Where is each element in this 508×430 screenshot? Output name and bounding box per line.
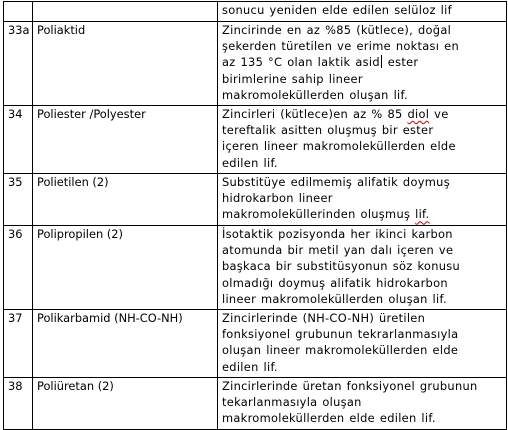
row-number: 36	[4, 226, 33, 310]
fibre-description: Zincirinde en az %85 (kütlece), doğal şekerden türetilen ve erime noktası en az 135 °C olan laktik asid ester birimlerine sahip lineer makromoleküllerden oluşan lif.	[218, 22, 507, 106]
fibre-description: Zincirleri (kütlece)en az % 85 diol ve tereftalik asitten oluşmuş bir ester içeren lineer makromoleküllerden elde edilen lif.	[218, 106, 507, 174]
fibre-name: Polietilen (2)	[33, 174, 218, 226]
fibre-description: İsotaktik pozisyonda her ikinci karbon atomunda bir metil yan dalı içeren ve başkaca bir substitüsyonun söz konusu olmadığı doymuş alifatik hidrokarbon lineer makromoleküllerden oluşan lif.	[218, 226, 507, 310]
fibre-description: sonucu yeniden elde edilen selüloz lif	[218, 2, 507, 22]
fibre-name: Poliüretan (2)	[33, 378, 218, 430]
table-row	[4, 310, 507, 378]
spellcheck-word: diol	[407, 107, 430, 121]
fibre-name: Poliester /Polyester	[33, 106, 218, 174]
fibre-description: Zincirlerinde üretan fonksiyonel grubunun tekarlanmasıyla oluşan makromoleküllerden elde edilen lif.	[218, 378, 507, 430]
fibre-definitions-table	[3, 1, 507, 430]
description-line-with-caret: az 135 °C olan laktik asid ester	[222, 55, 419, 70]
footnote-ref: (2)	[97, 379, 114, 393]
row-number	[4, 2, 33, 22]
fibre-name: Polikarbamid (NH-CO-NH)	[33, 310, 218, 378]
spellcheck-word: lif.	[415, 207, 430, 222]
table-row	[4, 106, 507, 174]
fibre-name	[33, 2, 218, 22]
footnote-ref: (2)	[92, 175, 109, 189]
description-line-with-spellcheck: Zincirleri (kütlece)en az % 85 diol ve	[222, 107, 449, 121]
table-row	[4, 2, 507, 22]
fibre-name: Polipropilen (2)	[33, 226, 218, 310]
fibre-name: Poliaktid	[33, 22, 218, 106]
table-row	[4, 226, 507, 310]
fibre-description: Zincirlerinde (NH-CO-NH) üretilen fonksiyonel grubunun tekrarlanmasıyla oluşan lineer makromoleküllerden elde edilen lif.	[218, 310, 507, 378]
row-number: 37	[4, 310, 33, 378]
table-row	[4, 174, 507, 226]
row-number: 35	[4, 174, 33, 226]
text-cursor	[381, 55, 382, 68]
chemical-group: (NH-CO-NH)	[114, 311, 183, 325]
footnote-ref: (2)	[106, 227, 123, 241]
row-number: 33a	[4, 22, 33, 106]
description-line-with-spellcheck: makromoleküllerinden oluşmuş lif.	[222, 207, 430, 222]
row-number: 38	[4, 378, 33, 430]
row-number: 34	[4, 106, 33, 174]
table-row	[4, 22, 507, 106]
fibre-description: Substitüye edilmemiş alifatik doymuş hidrokarbon lineer makromoleküllerinden oluşmuş lif.	[218, 174, 507, 226]
